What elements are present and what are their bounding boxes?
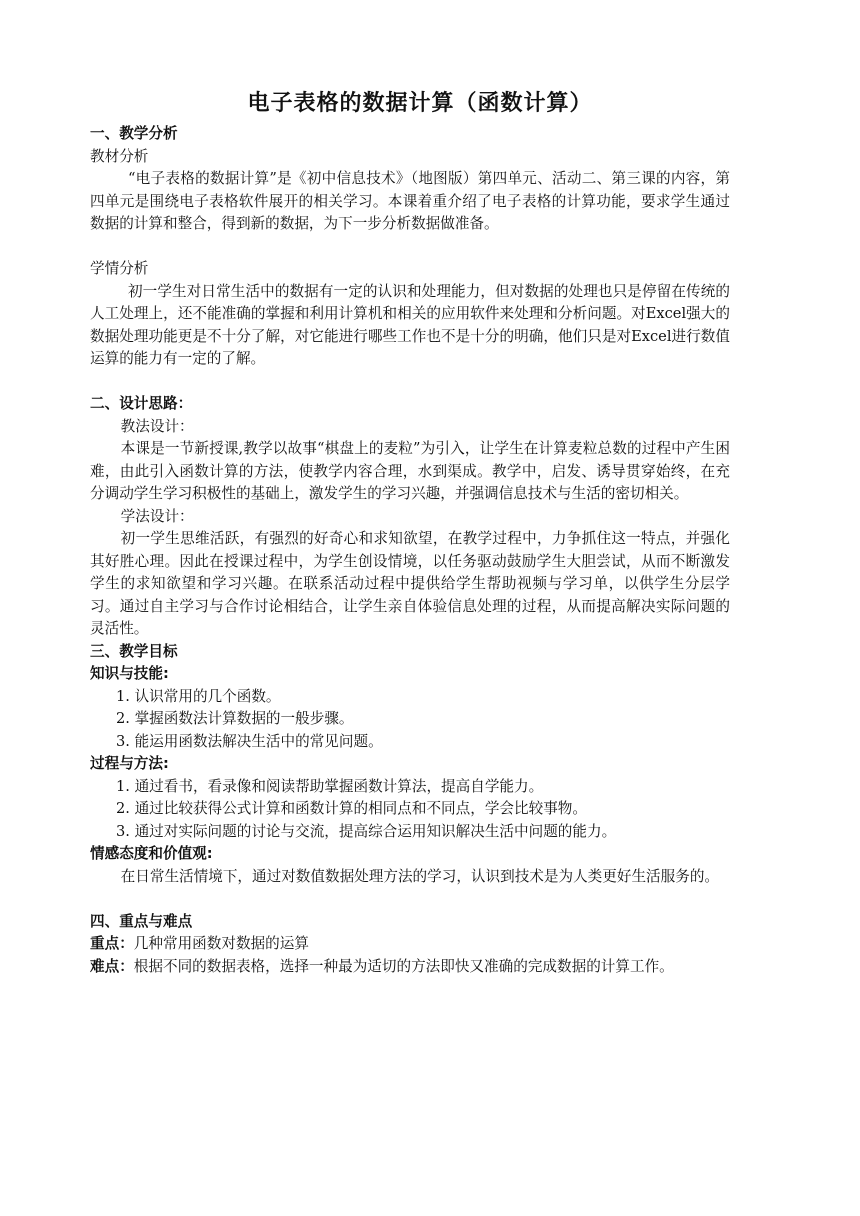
knowledge-skills-heading: 知识与技能: (90, 665, 169, 682)
key-point-label: 重点： (90, 935, 134, 952)
list-item: 3. 能运用函数法解决生活中的常见问题。 (116, 732, 383, 750)
learning-method-heading: 学法设计： (120, 507, 194, 525)
difficulty-label: 难点： (90, 957, 134, 975)
knowledge-skills-list (90, 686, 730, 754)
spacer (90, 236, 730, 259)
emotion-values-heading: 情感态度和价值观: (90, 845, 213, 862)
document-title: 电子表格的数据计算（函数计算） (247, 91, 593, 116)
list-item: 3. 通过对实际问题的讨论与交流，提高综合运用知识解决生活中问题的能力。 (116, 822, 617, 840)
process-methods-list (90, 776, 730, 844)
process-methods-heading: 过程与方法: (90, 755, 169, 772)
emotion-values-text: 在日常生活情境下，通过对数值数据处理方法的学习，认识到技术是为人类更好生活服务的。 (120, 867, 720, 885)
spacer (90, 371, 730, 394)
difficulty-text: 根据不同的数据表格，选择一种最为适切的方法即快又准确的完成数据的计算工作。 (133, 957, 674, 975)
section-heading-analysis: 一、教学分析 (90, 125, 178, 142)
section-heading-design: 二、设计思路： (90, 395, 193, 412)
teaching-method-text: 本课是一节新授课,教学以故事“棋盘上的麦粒”为引入，让学生在计算麦粒总数的过程中产生困难，由此引入函数计算的方法，使教学内容合理，水到渠成。教学中，启发、诱导贯穿始终，在充分调动学生学习积极性的基础上，激发学生的学习兴趣，并强调信息技术与生活的密切相关。 (90, 440, 730, 502)
list-item: 2. 掌握函数法计算数据的一般步骤。 (116, 710, 354, 727)
student-analysis-text: 初一学生对日常生活中的数据有一定的认识和处理能力，但对数据的处理也只是停留在传统的人工处理上，还不能准确的掌握和利用计算机和相关的应用软件来处理和分析问题。对Excel强大的数据处理功能更是不十分了解，对它能进行哪些工作也不是十分的明确，他们只是对Excel进行数值运算的能力有一定的了解。 (90, 282, 730, 367)
difficulty-line (90, 956, 730, 979)
student-analysis-heading: 学情分析 (90, 260, 149, 277)
key-point-text: 几种常用函数对数据的运算 (133, 935, 309, 952)
learning-method-text: 初一学生思维活跃，有强烈的好奇心和求知欲望，在教学过程中，力争抓住这一特点，并强化其好胜心理。因此在授课过程中，为学生创设情境，以任务驱动鼓励学生大胆尝试，从而不断激发学生的求知欲望和学习兴趣。在联系活动过程中提供给学生帮助视频与学习单，以供学生分层学习。通过自主学习与合作讨论相结合，让学生亲自体验信息处理的过程，从而提高解决实际问题的灵活性。 (90, 530, 730, 637)
material-analysis-text: “电子表格的数据计算”是《初中信息技术》（地图版）第四单元、活动二、第三课的内容，第四单元是围绕电子表格软件展开的相关学习。本课着重介绍了电子表格的计算功能，要求学生通过数据的计算和整合，得到新的数据，为下一步分析数据做准备。 (90, 170, 730, 232)
list-item: 1. 通过看书，看录像和阅读帮助掌握函数计算法，提高自学能力。 (116, 777, 544, 795)
teaching-method-heading: 教法设计： (120, 417, 194, 435)
key-point-line (90, 933, 730, 956)
section-heading-objectives: 三、教学目标 (90, 642, 178, 660)
list-item: 1. 认识常用的几个函数。 (116, 687, 281, 705)
list-item: 2. 通过比较获得公式计算和函数计算的相同点和不同点，学会比较事物。 (116, 800, 587, 817)
spacer (90, 888, 730, 911)
material-analysis-heading: 教材分析 (90, 147, 149, 165)
section-heading-key-points: 四、重点与难点 (90, 912, 193, 930)
